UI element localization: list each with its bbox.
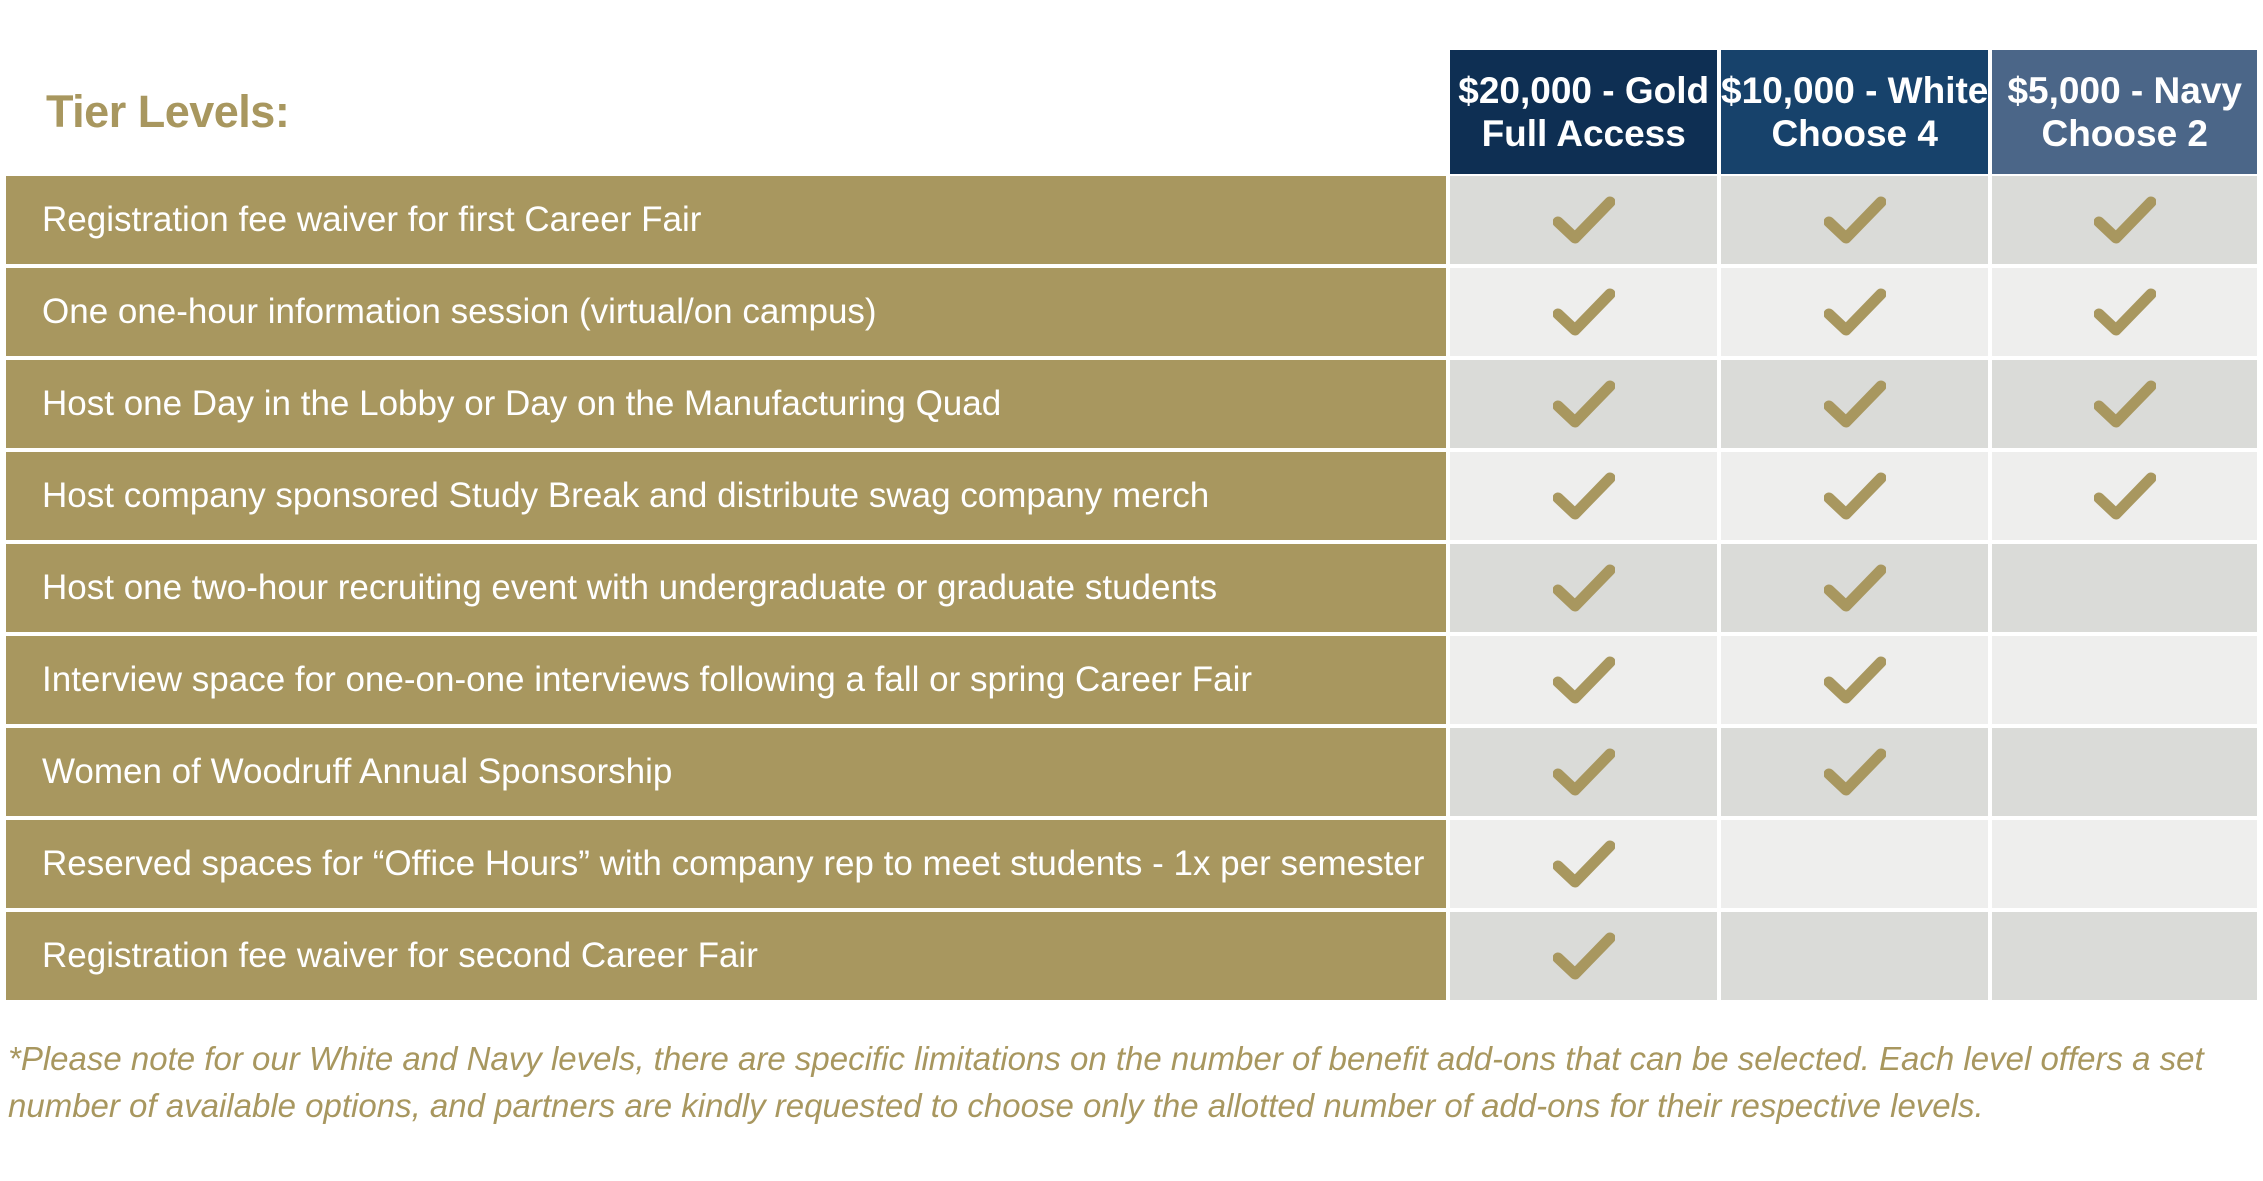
checkmark-icon (1553, 287, 1615, 337)
tier-cell-white (1721, 912, 1989, 1000)
tier-cell-gold (1450, 452, 1717, 540)
checkmark-icon (1553, 747, 1615, 797)
tier-cell-navy (1992, 912, 2257, 1000)
tier-cell-navy (1992, 820, 2257, 908)
footnote: *Please note for our White and Navy levels, there are specific limitations on the number of benefit add-ons that can be selected. Each level offers a set number of available options, and partners are kindly requested to choose only the allotted number of add-ons for their respective levels. (8, 1040, 2204, 1124)
table-row (6, 728, 2257, 816)
tier-cell-white (1721, 452, 1989, 540)
checkmark-icon (1824, 379, 1886, 429)
benefit-label: Host one Day in the Lobby or Day on the Manufacturing Quad (6, 360, 1446, 448)
benefit-label: Reserved spaces for “Office Hours” with company rep to meet students - 1x per semester (6, 820, 1446, 908)
tier-cell-navy (1992, 728, 2257, 816)
table-row (6, 820, 2257, 908)
tier-cell-navy (1992, 636, 2257, 724)
checkmark-icon (1553, 379, 1615, 429)
checkmark-icon (2094, 471, 2156, 521)
checkmark-icon (1553, 195, 1615, 245)
tier-cell-navy (1992, 360, 2257, 448)
checkmark-icon (1553, 471, 1615, 521)
tier-table (6, 50, 2257, 1000)
table-row (6, 452, 2257, 540)
benefit-label: Host one two-hour recruiting event with undergraduate or graduate students (6, 544, 1446, 632)
checkmark-icon (1553, 655, 1615, 705)
checkmark-icon (2094, 379, 2156, 429)
benefit-label: Women of Woodruff Annual Sponsorship (6, 728, 1446, 816)
tier-cell-navy (1992, 268, 2257, 356)
tier-cell-gold (1450, 820, 1717, 908)
tier-desc: Full Access (1481, 113, 1686, 154)
tier-cell-gold (1450, 360, 1717, 448)
tier-cell-gold (1450, 176, 1717, 264)
checkmark-icon (1824, 195, 1886, 245)
table-row (6, 912, 2257, 1000)
benefit-label: Registration fee waiver for second Career Fair (6, 912, 1446, 1000)
tier-cell-gold (1450, 912, 1717, 1000)
tier-cell-gold (1450, 636, 1717, 724)
checkmark-icon (1553, 563, 1615, 613)
tier-cell-navy (1992, 176, 2257, 264)
checkmark-icon (2094, 287, 2156, 337)
benefit-label: One one-hour information session (virtual/on campus) (6, 268, 1446, 356)
tier-cell-white (1721, 544, 1989, 632)
table-row (6, 636, 2257, 724)
tier-price: $10,000 - White (1721, 70, 1989, 111)
checkmark-icon (1824, 563, 1886, 613)
checkmark-icon (1824, 287, 1886, 337)
benefit-rows (6, 176, 2257, 1000)
tier-header-gold (1450, 50, 1717, 174)
title-cell (6, 50, 1446, 174)
tier-desc: Choose 4 (1771, 113, 1938, 154)
benefit-label: Host company sponsored Study Break and distribute swag company merch (6, 452, 1446, 540)
tier-price: $20,000 - Gold (1458, 70, 1710, 111)
checkmark-icon (1824, 747, 1886, 797)
tier-cell-gold (1450, 544, 1717, 632)
tier-cell-white (1721, 636, 1989, 724)
tier-cell-white (1721, 176, 1989, 264)
tier-cell-white (1721, 360, 1989, 448)
checkmark-icon (1824, 655, 1886, 705)
tier-header-navy (1992, 50, 2257, 174)
checkmark-icon (1553, 839, 1615, 889)
checkmark-icon (1553, 931, 1615, 981)
benefit-label: Registration fee waiver for first Career Fair (6, 176, 1446, 264)
table-row (6, 268, 2257, 356)
page-title: Tier Levels: (46, 86, 290, 137)
tier-price: $5,000 - Navy (2007, 70, 2242, 111)
tier-header-white (1721, 50, 1989, 174)
tier-desc: Choose 2 (2041, 113, 2209, 154)
benefit-label: Interview space for one-on-one interviews following a fall or spring Career Fair (6, 636, 1446, 724)
tier-cell-navy (1992, 544, 2257, 632)
table-row (6, 360, 2257, 448)
checkmark-icon (1824, 471, 1886, 521)
tier-cell-white (1721, 820, 1989, 908)
tier-cell-gold (1450, 728, 1717, 816)
tier-cell-white (1721, 728, 1989, 816)
table-row (6, 176, 2257, 264)
tier-cell-white (1721, 268, 1989, 356)
tier-cell-navy (1992, 452, 2257, 540)
tier-cell-gold (1450, 268, 1717, 356)
table-header (6, 50, 2257, 174)
table-row (6, 544, 2257, 632)
checkmark-icon (2094, 195, 2156, 245)
